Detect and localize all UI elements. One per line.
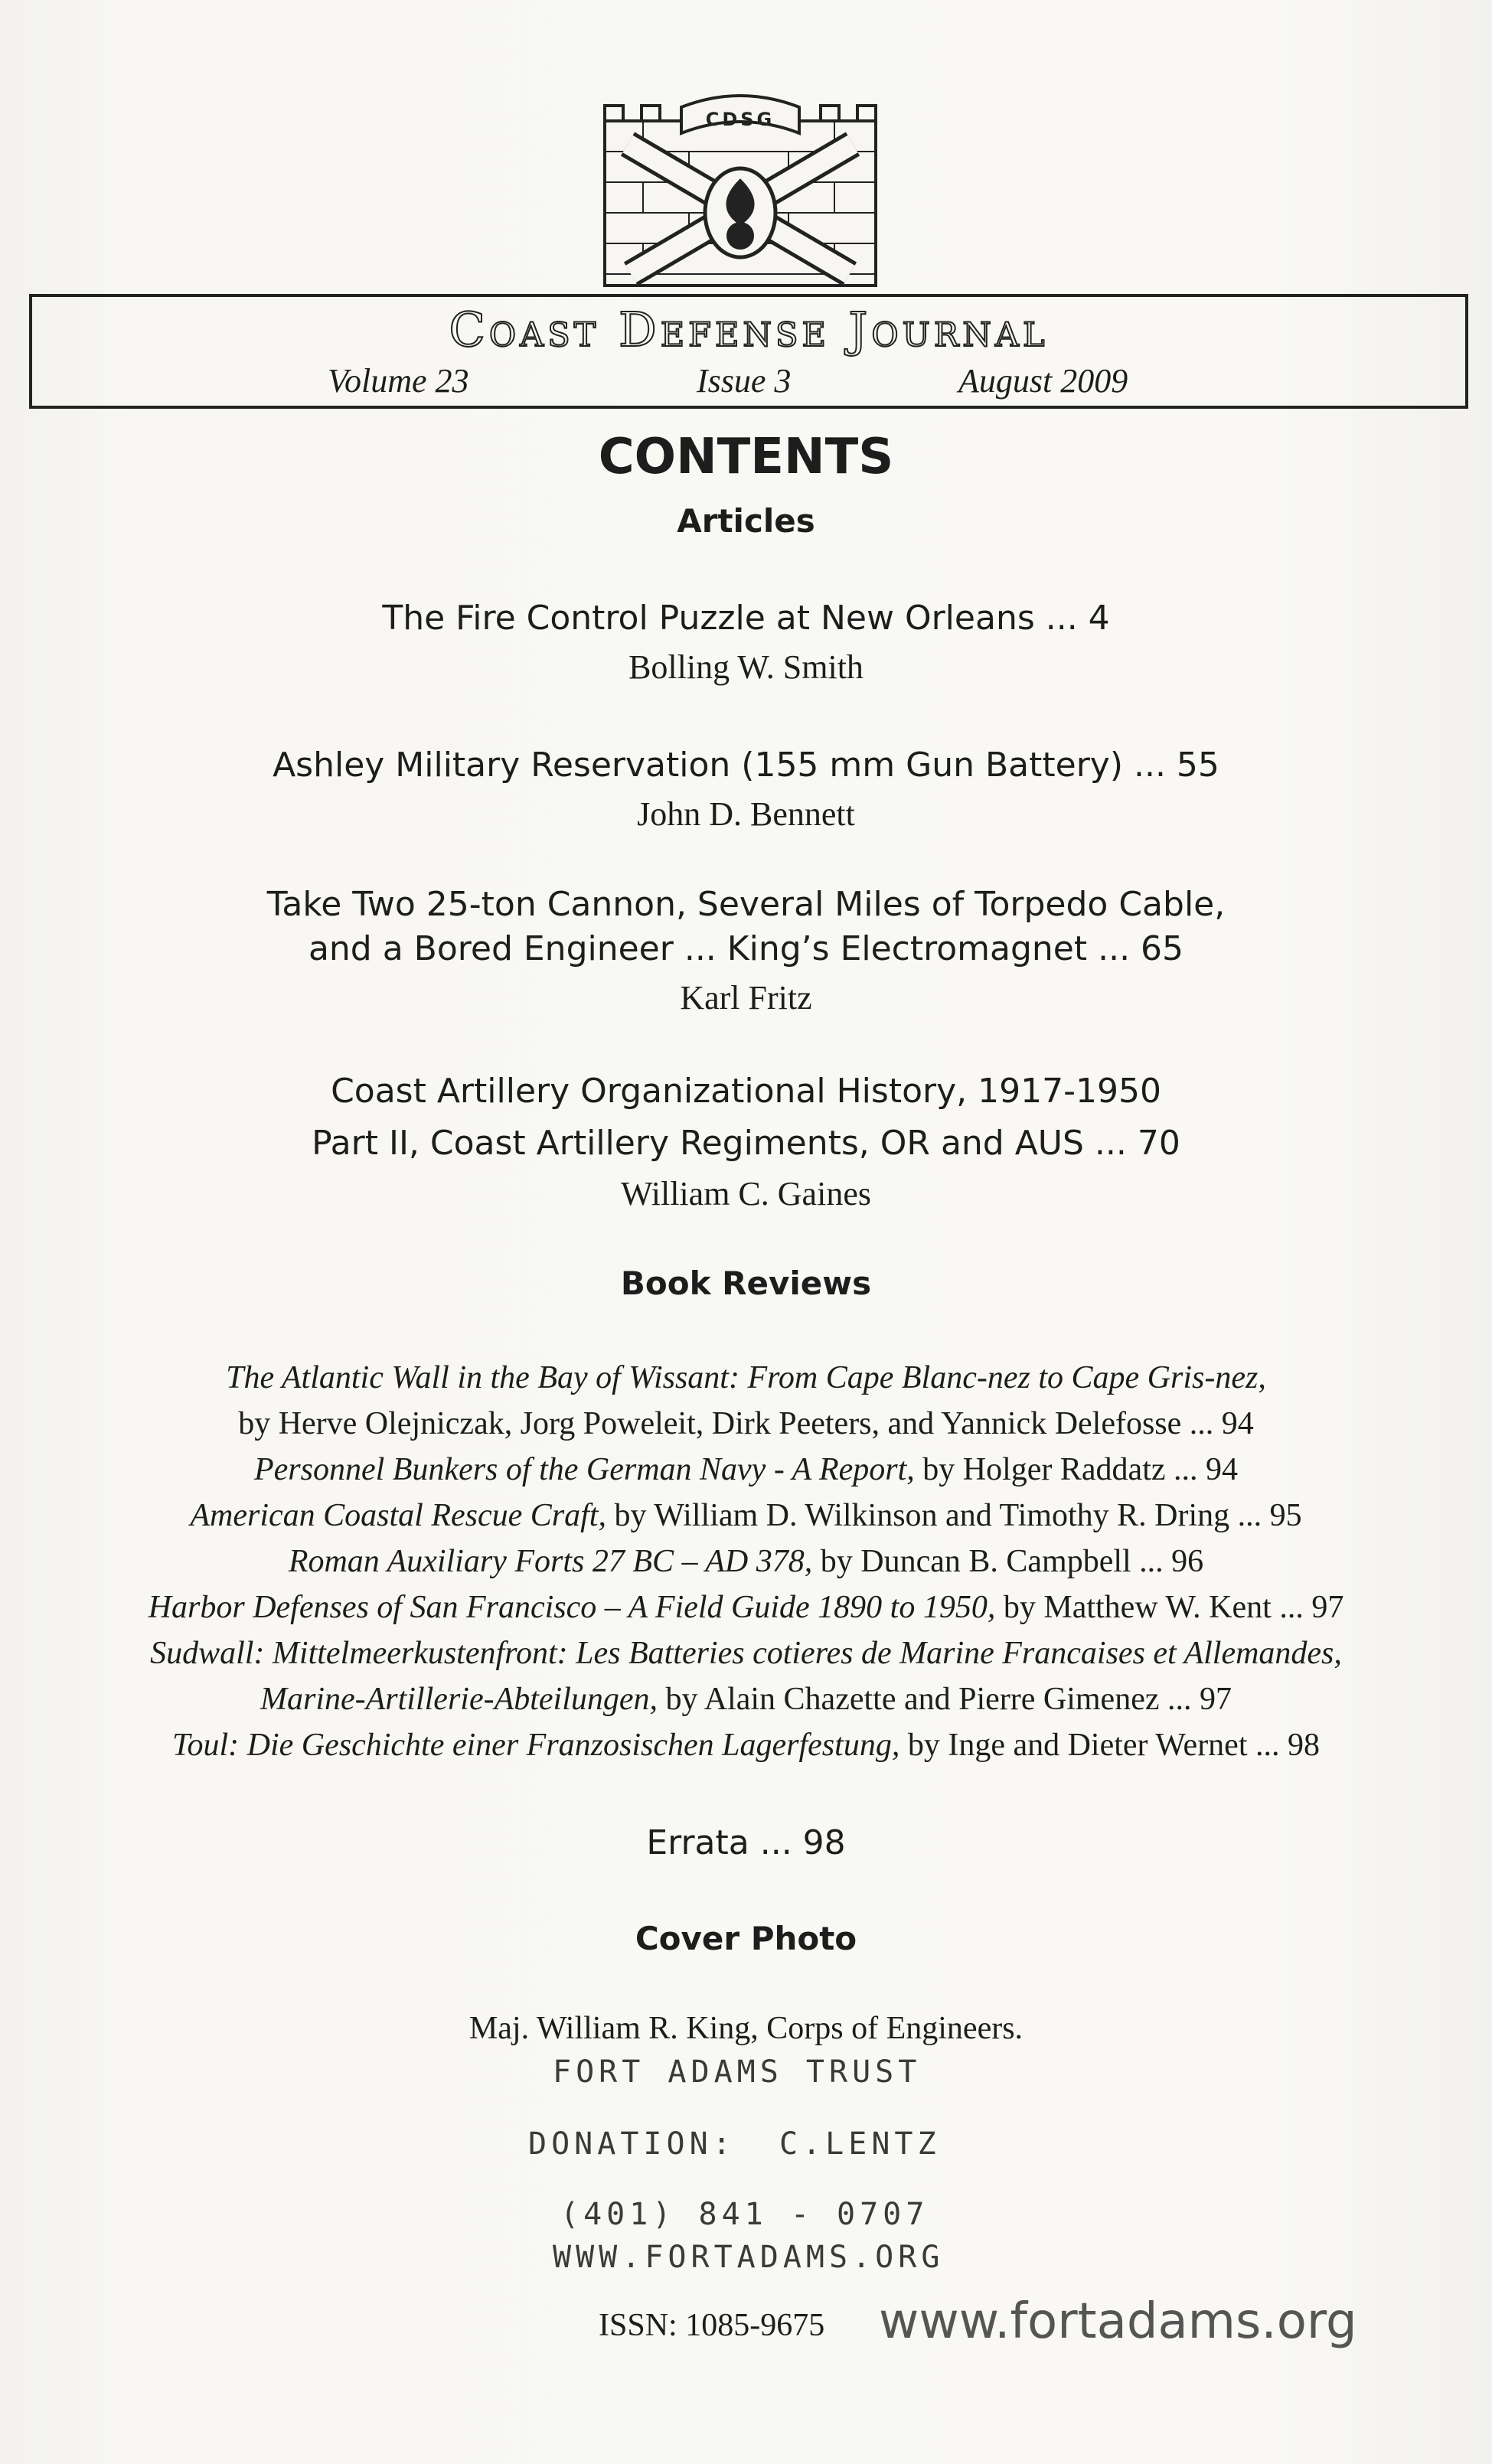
article-author: Bolling W. Smith (628, 648, 864, 686)
review-line: Marine-Artillerie-Abteilungen, by Alain Chazette and Pierre Gimenez ... 97 (260, 1682, 1232, 1717)
review-line: Harbor Defenses of San Francisco – A Field Guide 1890 to 1950, by Matthew W. Kent ... 97 (148, 1590, 1344, 1625)
stamp-line-donor: C.LENTZ (779, 2126, 941, 2162)
journal-title: Coast Defense Journal (449, 302, 1049, 357)
cdsg-castle-emblem (597, 90, 883, 297)
article-title: Coast Artillery Organizational History, 1917-1950 (331, 1072, 1161, 1111)
review-line: Toul: Die Geschichte einer Franzosischen Lagerfestung, by Inge and Dieter Wernet ... 98 (171, 1728, 1320, 1763)
article-author: John D. Bennett (637, 795, 855, 833)
emblem-banner-text: CDSG (705, 109, 775, 130)
stamp-line-website: WWW.FORTADAMS.ORG (553, 2240, 945, 2275)
stamp-line-trust: FORT ADAMS TRUST (553, 2054, 922, 2090)
article-title: Ashley Military Reservation (155 mm Gun Battery) ... 55 (273, 746, 1219, 785)
article-title-continued: and a Bored Engineer ... King’s Electromagnet ... 65 (308, 929, 1184, 968)
stamp-line-donation: DONATION: (528, 2126, 736, 2162)
article-title: The Fire Control Puzzle at New Orleans ... 4 (382, 599, 1110, 638)
article-title: Take Two 25-ton Cannon, Several Miles of Torpedo Cable, (266, 885, 1226, 924)
review-line: Sudwall: Mittelmeerkustenfront: Les Batteries cotieres de Marine Francaises et Allemandes, (150, 1636, 1342, 1671)
review-line: by Herve Olejniczak, Jorg Poweleit, Dirk Peeters, and Yannick Delefosse ... 94 (238, 1406, 1254, 1441)
contents-title: CONTENTS (598, 429, 894, 485)
article-title-continued: Part II, Coast Artillery Regiments, OR and AUS ... 70 (312, 1124, 1180, 1163)
articles-heading: Articles (677, 502, 815, 540)
volume-label: Volume 23 (328, 362, 469, 400)
cover-photo-caption: Maj. William R. King, Corps of Engineers. (468, 2011, 1024, 2046)
review-line: The Atlantic Wall in the Bay of Wissant: From Cape Blanc-nez to Cape Gris-nez, (226, 1360, 1266, 1395)
errata-entry: Errata ... 98 (646, 1823, 846, 1862)
article-author: Karl Fritz (680, 979, 812, 1017)
watermark-url: www.fortadams.org (879, 2293, 1357, 2350)
cover-photo-heading: Cover Photo (635, 1920, 857, 1957)
stamp-line-phone: (401) 841 - 0707 (560, 2197, 929, 2232)
article-author: William C. Gaines (621, 1175, 871, 1212)
book-reviews-heading: Book Reviews (620, 1265, 872, 1302)
issn-label: ISSN: 1085-9675 (599, 2308, 825, 2343)
journal-header (29, 294, 1468, 409)
review-line: American Coastal Rescue Craft, by William D. Wilkinson and Timothy R. Dring ... 95 (190, 1498, 1302, 1533)
issue-label: Issue 3 (697, 362, 792, 400)
date-label: August 2009 (958, 362, 1128, 400)
review-line: Personnel Bunkers of the German Navy - A Report, by Holger Raddatz ... 94 (253, 1452, 1239, 1487)
review-line: Roman Auxiliary Forts 27 BC – AD 378, by Duncan B. Campbell ... 96 (288, 1544, 1204, 1579)
